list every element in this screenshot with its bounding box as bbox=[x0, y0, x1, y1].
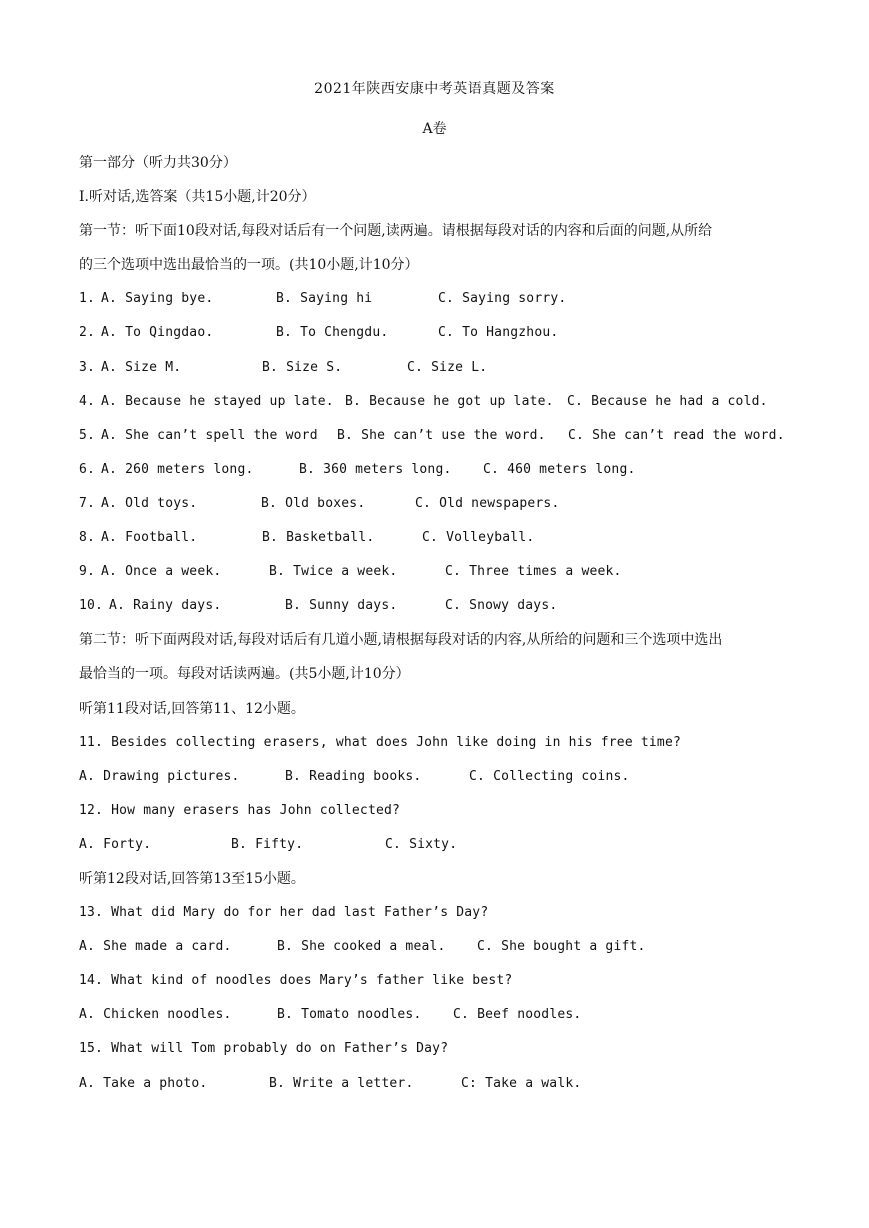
option-b: B. Size S. bbox=[262, 359, 343, 375]
option-b: B. Reading books. bbox=[285, 768, 422, 784]
question-15-options bbox=[79, 1069, 791, 1103]
question-number: 7. bbox=[79, 495, 96, 511]
option-c: C. She can’t read the word. bbox=[568, 427, 785, 443]
option-c: C. Because he had a cold. bbox=[567, 393, 768, 409]
option-a: A. Because he stayed up late. bbox=[101, 393, 334, 409]
part-heading: 第一部分（听力共30分） bbox=[79, 155, 237, 171]
question-9 bbox=[79, 557, 791, 591]
instruction-line: 的三个选项中选出最恰当的一项。(共10小题,计10分） bbox=[79, 257, 419, 274]
question-number: 6. bbox=[79, 461, 96, 477]
option-c: C. Old newspapers. bbox=[415, 495, 560, 511]
question-12-options bbox=[79, 830, 791, 864]
option-b: B. 360 meters long. bbox=[299, 461, 452, 477]
paper-version-label: A卷 bbox=[422, 121, 447, 137]
instruction-line: 第一节：听下面10段对话,每段对话后有一个问题,读两遍。请根据每段对话的内容和后面的问题,从所给 bbox=[79, 223, 713, 240]
document-body bbox=[79, 148, 791, 1103]
question-number: 5. bbox=[79, 427, 96, 443]
option-c: C. Beef noodles. bbox=[453, 1007, 582, 1023]
dialog-intro: 听第11段对话,回答第11、12小题。 bbox=[79, 700, 305, 717]
option-a: A. She made a card. bbox=[79, 939, 232, 955]
option-a: A. Forty. bbox=[79, 836, 152, 852]
page-title: 2021年陕西安康中考英语真题及答案 bbox=[314, 81, 555, 97]
option-a: A. Drawing pictures. bbox=[79, 768, 240, 784]
question-13-options bbox=[79, 932, 791, 966]
option-a: A. Size M. bbox=[101, 359, 182, 375]
question-4 bbox=[79, 387, 791, 421]
question-11-stem: 11. Besides collecting erasers, what does John like doing in his free time? bbox=[79, 734, 681, 750]
section-heading: Ⅰ.听对话,选答案（共15小题,计20分） bbox=[79, 189, 316, 206]
question-number: 2. bbox=[79, 325, 96, 341]
question-13-stem: 13. What did Mary do for her dad last Father’s Day? bbox=[79, 905, 489, 921]
option-a: A. Chicken noodles. bbox=[79, 1007, 232, 1023]
option-a: A. Rainy days. bbox=[109, 598, 222, 614]
option-c: C. Collecting coins. bbox=[469, 768, 630, 784]
question-14-options bbox=[79, 1000, 791, 1034]
option-b: B. Old boxes. bbox=[261, 495, 366, 511]
option-a: A. To Qingdao. bbox=[101, 325, 214, 341]
question-1 bbox=[79, 284, 791, 318]
question-14-stem: 14. What kind of noodles does Mary’s father like best? bbox=[79, 973, 513, 989]
dialog-intro: 听第12段对话,回答第13至15小题。 bbox=[79, 870, 305, 887]
question-6 bbox=[79, 455, 791, 489]
question-2 bbox=[79, 318, 791, 352]
option-a: A. Saying bye. bbox=[101, 291, 214, 307]
option-c: C. 460 meters long. bbox=[483, 461, 636, 477]
option-c: C. Snowy days. bbox=[445, 598, 558, 614]
option-c: C. Three times a week. bbox=[445, 564, 622, 580]
question-number: 4. bbox=[79, 393, 96, 409]
question-7 bbox=[79, 489, 791, 523]
option-b: B. Twice a week. bbox=[269, 564, 398, 580]
option-a: A. 260 meters long. bbox=[101, 461, 254, 477]
question-3 bbox=[79, 353, 791, 387]
option-c: C. Size L. bbox=[407, 359, 488, 375]
question-12-stem: 12. How many erasers has John collected? bbox=[79, 802, 401, 818]
option-a: A. Once a week. bbox=[101, 564, 222, 580]
option-b: B. Because he got up late. bbox=[345, 393, 554, 409]
question-15-stem: 15. What will Tom probably do on Father’s Day? bbox=[79, 1041, 449, 1057]
option-a: A. Football. bbox=[101, 530, 198, 546]
question-number: 1. bbox=[79, 291, 96, 307]
question-5 bbox=[79, 421, 791, 455]
option-c: C. She bought a gift. bbox=[477, 939, 646, 955]
question-number: 9. bbox=[79, 564, 96, 580]
instruction-line: 第二节：听下面两段对话,每段对话后有几道小题,请根据每段对话的内容,从所给的问题和三个选项中选出 bbox=[79, 632, 723, 649]
option-c: C. To Hangzhou. bbox=[438, 325, 559, 341]
option-b: B. She can’t use the word. bbox=[337, 427, 546, 443]
option-b: B. Sunny days. bbox=[285, 598, 398, 614]
option-b: B. Saying hi bbox=[276, 291, 373, 307]
option-c: C. Sixty. bbox=[385, 836, 458, 852]
question-number: 3. bbox=[79, 359, 96, 375]
option-c: C. Volleyball. bbox=[422, 530, 535, 546]
option-c: C: Take a walk. bbox=[461, 1075, 582, 1091]
option-b: B. To Chengdu. bbox=[276, 325, 389, 341]
question-11-options bbox=[79, 762, 791, 796]
instruction-line: 最恰当的一项。每段对话读两遍。(共5小题,计10分） bbox=[79, 666, 410, 683]
question-10 bbox=[79, 591, 791, 625]
option-a: A. Take a photo. bbox=[79, 1075, 208, 1091]
option-c: C. Saying sorry. bbox=[438, 291, 567, 307]
option-b: B. Write a letter. bbox=[269, 1075, 414, 1091]
option-b: B. Tomato noodles. bbox=[277, 1007, 422, 1023]
option-b: B. Basketball. bbox=[262, 530, 375, 546]
question-number: 8. bbox=[79, 530, 96, 546]
question-number: 10. bbox=[79, 598, 104, 614]
question-8 bbox=[79, 523, 791, 557]
option-b: B. Fifty. bbox=[231, 836, 304, 852]
option-b: B. She cooked a meal. bbox=[277, 939, 446, 955]
option-a: A. Old toys. bbox=[101, 495, 198, 511]
option-a: A. She can’t spell the word bbox=[101, 427, 318, 443]
